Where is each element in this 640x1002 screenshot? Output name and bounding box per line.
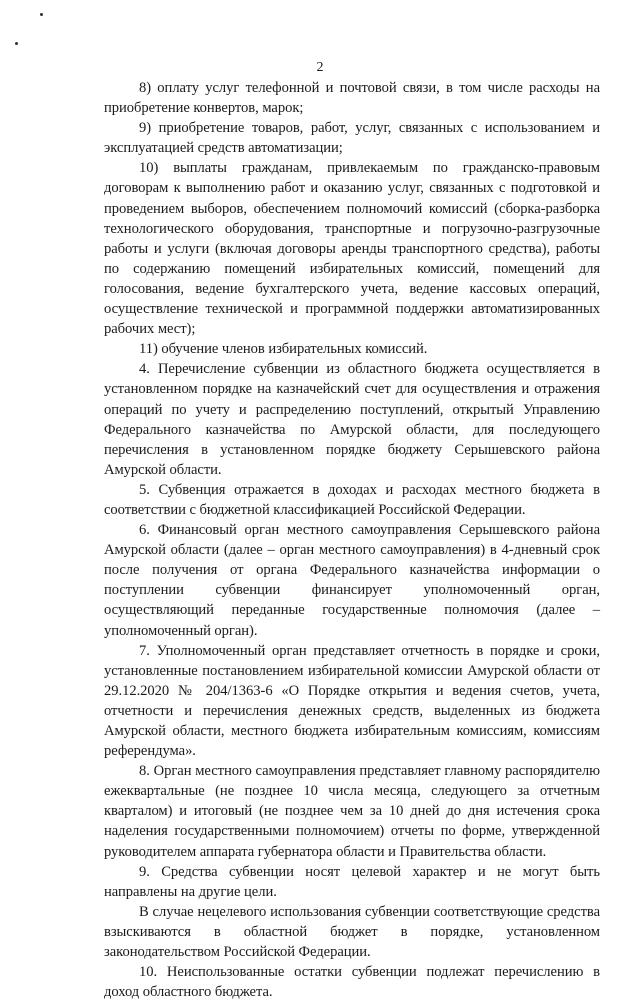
paragraph-section-7: 7. Уполномоченный орган представляет отчетность в порядке и сроки, установленные постановлением избирательной комиссии Амурской области от 29.12.2020 № 204/1363-6 «О Порядке открытия и ведения счетов, учета, отчетности и перечисления денежных средств, выделенных из бюджета Амурской области, местного бюджета избирательным комиссиям, комиссиям референдума». xyxy=(104,642,600,760)
paragraph-section-4: 4. Перечисление субвенции из областного бюджета осуществляется в установленном порядке на казначейский счет для осуществления и отражения операций по учету и распределению поступлений, открытый Управлению Федерального казначейства по Амурской области, для последующего перечисления в установленном порядке бюджету Серышевского района Амурской области. xyxy=(104,361,600,478)
paragraph-section-6: 6. Финансовый орган местного самоуправления Серышевского района Амурской области (далее – орган местного самоуправления) в 4-дневный срок после получения от органа Федерального казначейства информации о поступлении субвенции финансирует уполномоченный орган, осуществляющий переданные государственные полномочия (далее – уполномоченный орган). xyxy=(104,522,600,639)
paragraph-item-8: 8) оплату услуг телефонной и почтовой связи, в том числе расходы на приобретение конвертов, марок; xyxy=(104,80,600,117)
paragraph-section-8: 8. Орган местного самоуправления представляет главному распорядителю ежеквартальные (не позднее 10 числа месяца, следующего за отчетным кварталом) и итоговый (не позднее чем за 10 дней до дня истечения срока наделения государственными полномочием) отчеты по форме, утвержденной руководителем аппарата губернатора области и Правительства области. xyxy=(104,763,600,860)
paragraph-section-5: 5. Субвенция отражается в доходах и расходах местного бюджета в соответствии с бюджетной классификацией Российской Федерации. xyxy=(104,481,600,518)
scan-speck xyxy=(40,13,43,16)
scan-speck xyxy=(15,42,18,45)
paragraph-item-9: 9) приобретение товаров, работ, услуг, связанных с использованием и эксплуатацией средств автоматизации; xyxy=(104,120,600,157)
document-body xyxy=(104,78,600,1002)
paragraph-section-10: 10. Неиспользованные остатки субвенции подлежат перечислению в доход областного бюджета. xyxy=(104,964,600,1001)
paragraph-section-9: 9. Средства субвенции носят целевой характер и не могут быть направлены на другие цели. xyxy=(104,863,600,900)
paragraph-item-10: 10) выплаты гражданам, привлекаемым по гражданско-правовым договорам к выполнению работ и оказанию услуг, связанных с подготовкой и проведением выборов, обеспечением полномочий комиссий (сборка-разборка технологического оборудования, транспортные и погрузочно-разгрузочные работы и услуги (включая договоры аренды транспортного средства), работы по содержанию помещений избирательных комиссий, помещений для голосования, ведение бухгалтерского учета, ведение кассовых операций, осуществление технической и программной поддержки автоматизированных рабочих мест); xyxy=(104,160,600,338)
paragraph-item-11: 11) обучение членов избирательных комиссий. xyxy=(139,341,428,358)
paragraph-misuse: В случае нецелевого использования субвенции соответствующие средства взыскиваются в областной бюджет в порядке, установленном законодательством Российской Федерации. xyxy=(104,903,600,961)
page-number: 2 xyxy=(316,60,324,75)
